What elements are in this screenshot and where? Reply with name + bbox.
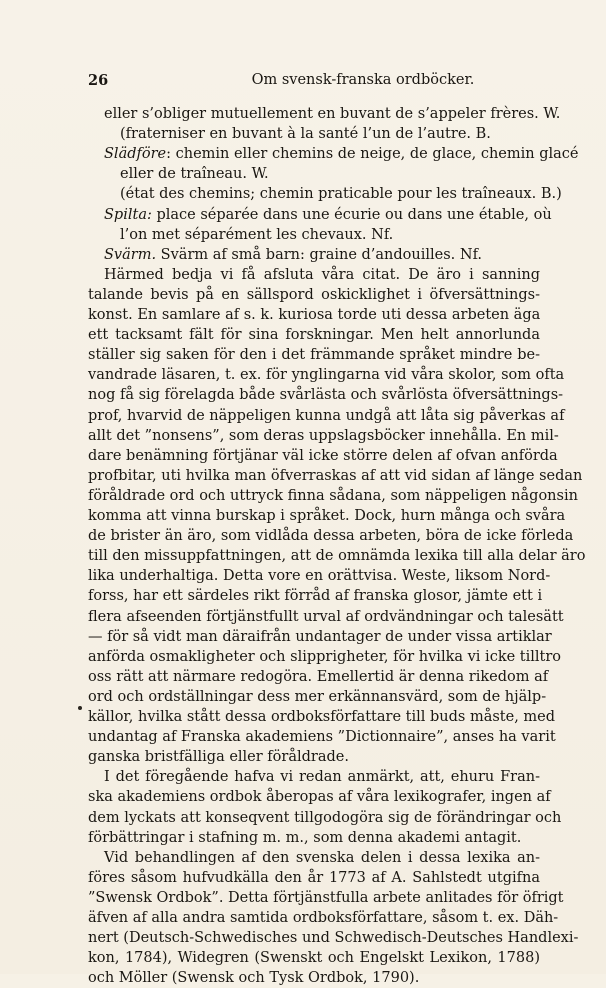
text-line bbox=[88, 406, 565, 426]
text-line bbox=[88, 687, 547, 707]
text-line bbox=[88, 808, 562, 828]
text-line bbox=[104, 767, 540, 787]
line-text: anförda osmakligheter och slipprigheter, för hvilka vi icke tilltro bbox=[88, 648, 562, 665]
line-text: talande bevis på en sällspord oskicklighet i öfversättnings- bbox=[88, 286, 540, 303]
text-line bbox=[88, 586, 543, 606]
line-text: Svärm af små barn: graine d’andouilles. Nf. bbox=[156, 246, 483, 263]
line-text: ett tacksamt fält för sina forskningar. Men helt annorlunda bbox=[88, 327, 540, 344]
text-line bbox=[88, 888, 564, 908]
text-line bbox=[88, 787, 551, 807]
text-line bbox=[88, 747, 540, 767]
line-text: (fraterniser en buvant à la santé l’un de l’autre. B. bbox=[120, 126, 491, 143]
line-text: forss, har ett särdeles rikt förråd af franska glosor, jämte ett i bbox=[88, 588, 543, 605]
entry-headword: Slädföre bbox=[104, 146, 167, 163]
text-line bbox=[88, 546, 586, 566]
line-text: äfven af alla andra samtida ordboksförfattare, såsom t. ex. Däh- bbox=[88, 910, 559, 926]
margin-mark bbox=[78, 706, 82, 710]
text-line bbox=[88, 506, 566, 526]
line-text: Vid behandlingen af den svenska delen i dessa lexika an- bbox=[104, 849, 540, 866]
line-text: lika underhaltiga. Detta vore en orättvisa. Weste, liksom Nord- bbox=[88, 568, 551, 585]
text-line bbox=[88, 647, 562, 667]
line-text: dem lyckats att konseqvent tillgodogöra sig de förändringar och bbox=[88, 809, 562, 826]
line-text: place séparée dans une écurie ou dans une étable, où bbox=[151, 206, 552, 223]
text-line bbox=[88, 305, 540, 325]
line-text: profbitar, uti hvilka man öfverraskas af att vid sidan af länge sedan bbox=[88, 467, 583, 484]
text-line bbox=[88, 486, 578, 506]
line-text: förbättringar i stafning m. m., som denna akademi antagit. bbox=[88, 829, 522, 846]
line-text: ska akademiens ordbok åberopas af våra lexikografer, ingen af bbox=[88, 789, 551, 806]
text-line bbox=[88, 566, 551, 586]
line-text: eller s’obliger mutuellement en buvant de s’appeler frères. W. bbox=[104, 106, 561, 122]
text-line bbox=[88, 446, 558, 466]
line-text: ord och ordställningar dess mer erkännansvärd, som de hjälp- bbox=[88, 688, 547, 705]
text-line bbox=[88, 868, 540, 888]
text-line bbox=[120, 164, 540, 184]
text-line bbox=[120, 225, 540, 245]
line-text: dare benämning förtjänar väl icke större delen af ofvan anförda bbox=[88, 447, 558, 464]
text-line bbox=[104, 848, 540, 868]
line-text: eller de traîneau. W. bbox=[120, 166, 269, 183]
line-text: flera afseenden förtjänstfullt urval af ordvändningar och talesätt bbox=[88, 608, 564, 625]
line-text: ställer sig saken för den i det främmande språket mindre be- bbox=[88, 347, 540, 364]
text-line bbox=[88, 908, 559, 928]
entry-headword: Spilta: bbox=[104, 206, 152, 223]
line-text: nert (Deutsch-Schwedisches und Schwedisch-Deutsches Handlexi- bbox=[88, 930, 579, 947]
line-text: till den missuppfattningen, att de omnämda lexika till alla delar äro bbox=[88, 548, 586, 565]
line-text: föråldrade ord och uttryck finna sådana, som näppeligen någonsin bbox=[88, 487, 578, 504]
text-line bbox=[120, 124, 540, 144]
text-line bbox=[104, 245, 540, 265]
line-text: undantag af Franska akademiens ”Dictionnaire”, anses ha varit bbox=[88, 729, 556, 746]
text-line bbox=[104, 205, 552, 225]
line-text: kon, 1784), Widegren (Swenskt och Engelskt Lexikon, 1788) bbox=[88, 950, 540, 967]
line-text: l’on met séparément les chevaux. Nf. bbox=[120, 226, 394, 243]
line-text: och Möller (Swensk och Tysk Ordbok, 1790). bbox=[88, 970, 420, 987]
line-text: prof, hvarvid de näppeligen kunna undgå att låta sig påverkas af bbox=[88, 407, 565, 424]
line-text: (état des chemins; chemin praticable pour les traîneaux. B.) bbox=[120, 186, 562, 203]
line-text: oss rätt att närmare redogöra. Emellertid är denna rikedom af bbox=[88, 668, 549, 685]
text-line bbox=[88, 948, 540, 968]
text-line bbox=[88, 667, 549, 687]
text-line bbox=[88, 426, 559, 446]
line-text: Härmed bedja vi få afsluta våra citat. De äro i sanning bbox=[104, 266, 540, 283]
text-line bbox=[88, 928, 579, 948]
text-line bbox=[88, 365, 565, 385]
text-line bbox=[88, 385, 564, 405]
line-text: allt det ”nonsens”, som deras uppslagsböcker innehålla. En mil- bbox=[88, 427, 559, 444]
text-line bbox=[88, 828, 540, 848]
text-line bbox=[120, 184, 562, 204]
text-line bbox=[104, 144, 579, 164]
text-line bbox=[88, 526, 574, 546]
text-line bbox=[88, 968, 540, 988]
line-text: I det föregående hafva vi redan anmärkt, att, ehuru Fran- bbox=[104, 769, 540, 786]
text-line bbox=[88, 345, 540, 365]
page-header bbox=[88, 72, 538, 94]
line-text: föres såsom hufvudkälla den år 1773 af A. Sahlstedt utgifna bbox=[88, 869, 540, 886]
text-line bbox=[88, 466, 583, 486]
line-text: komma att vinna burskap i språket. Dock, hurn många och svåra bbox=[88, 508, 566, 524]
running-title: Om svensk-franska ordböcker. bbox=[251, 72, 475, 88]
page-number: 26 bbox=[88, 72, 109, 89]
text-line bbox=[88, 627, 552, 647]
entry-headword: Svärm. bbox=[104, 246, 157, 263]
line-text: : chemin eller chemins de neige, de glace, chemin glacé bbox=[166, 146, 579, 163]
line-text: nog få sig förelagda både svårlästa och svårlösta öfversättnings- bbox=[88, 387, 564, 404]
line-text: konst. En samlare af s. k. kuriosa torde uti dessa arbeten äga bbox=[88, 307, 541, 323]
text-line bbox=[104, 104, 561, 124]
line-text: — för så vidt man däraifrån undantager de under vissa artiklar bbox=[88, 628, 552, 645]
text-line bbox=[88, 727, 556, 747]
text-line bbox=[88, 707, 556, 727]
text-line bbox=[88, 285, 540, 305]
text-line bbox=[88, 325, 540, 345]
line-text: ”Swensk Ordbok”. Detta förtjänstfulla arbete anlitades för öfrigt bbox=[88, 889, 564, 906]
text-line bbox=[88, 607, 564, 627]
text-line bbox=[104, 265, 540, 285]
line-text: de brister än äro, som vidlåda dessa arbeten, böra de icke förleda bbox=[88, 528, 574, 545]
line-text: källor, hvilka stått dessa ordboksförfattare till buds måste, med bbox=[88, 709, 556, 725]
line-text: ganska bristfälliga eller föråldrade. bbox=[88, 749, 349, 766]
line-text: vandrade läsaren, t. ex. för ynglingarna vid våra skolor, som ofta bbox=[88, 367, 565, 384]
